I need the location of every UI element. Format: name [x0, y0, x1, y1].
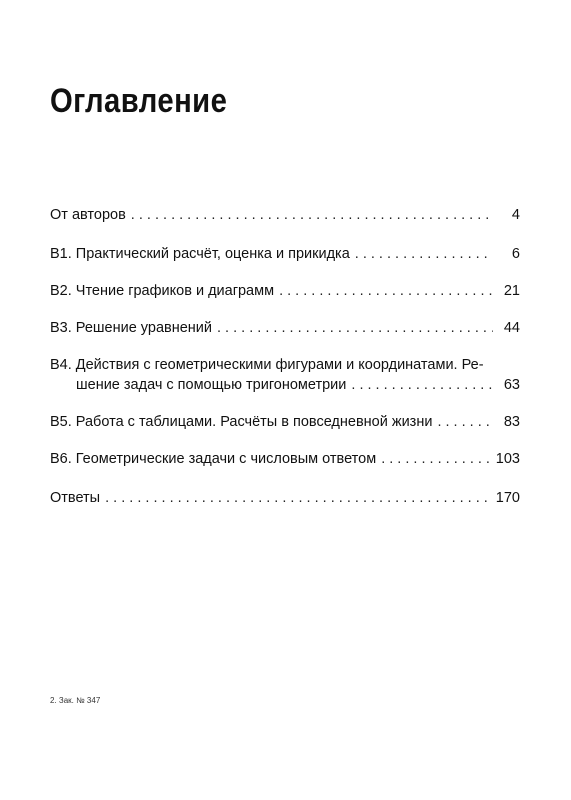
- dot-leader: [351, 375, 493, 395]
- signature-mark: 2. Зак. № 347: [50, 696, 101, 705]
- toc-entry-title-line2: шение задач с помощью тригонометрии: [76, 377, 347, 393]
- dot-leader: [437, 412, 493, 432]
- toc-entry-page: 4: [511, 207, 520, 223]
- dot-leader: [105, 488, 493, 508]
- toc-entry-title: В1. Практический расчёт, оценка и прикидка: [50, 246, 350, 262]
- dot-leader: [355, 244, 493, 264]
- dot-leader: [279, 281, 493, 301]
- toc-entry-b6[interactable]: [50, 449, 520, 469]
- page-title: Оглавление: [50, 82, 228, 120]
- toc-entry-page: 6: [511, 246, 520, 262]
- table-of-contents: [50, 205, 520, 508]
- toc-entry-title: В5. Работа с таблицами. Расчёты в повседневной жизни: [50, 414, 433, 430]
- toc-entry-b4[interactable]: [50, 355, 520, 395]
- toc-entry-b5[interactable]: [50, 412, 520, 432]
- toc-entry-page: 44: [503, 320, 520, 336]
- toc-entry-title: Ответы: [50, 490, 101, 506]
- toc-entry-page: 170: [495, 490, 520, 506]
- toc-entry-title: В3. Решение уравнений: [50, 320, 212, 336]
- toc-entry-title-line1: В4. Действия с геометрическими фигурами и координатами. Ре-: [50, 357, 484, 373]
- toc-entry-b1[interactable]: [50, 244, 520, 264]
- toc-entry-page: 21: [503, 283, 520, 299]
- toc-entry-b3[interactable]: [50, 318, 520, 338]
- toc-entry-page: 103: [495, 451, 520, 467]
- toc-entry-page: 63: [503, 377, 520, 393]
- toc-entry-title: В6. Геометрические задачи с числовым ответом: [50, 451, 377, 467]
- toc-entry-b2[interactable]: [50, 281, 520, 301]
- dot-leader: [131, 205, 493, 225]
- dot-leader: [217, 318, 493, 338]
- toc-entry-page: 83: [503, 414, 520, 430]
- toc-entry-title: В2. Чтение графиков и диаграмм: [50, 283, 275, 299]
- toc-entry-from-authors[interactable]: [50, 205, 520, 225]
- toc-entry-answers[interactable]: [50, 488, 520, 508]
- toc-entry-title: От авторов: [50, 207, 126, 223]
- dot-leader: [381, 449, 493, 469]
